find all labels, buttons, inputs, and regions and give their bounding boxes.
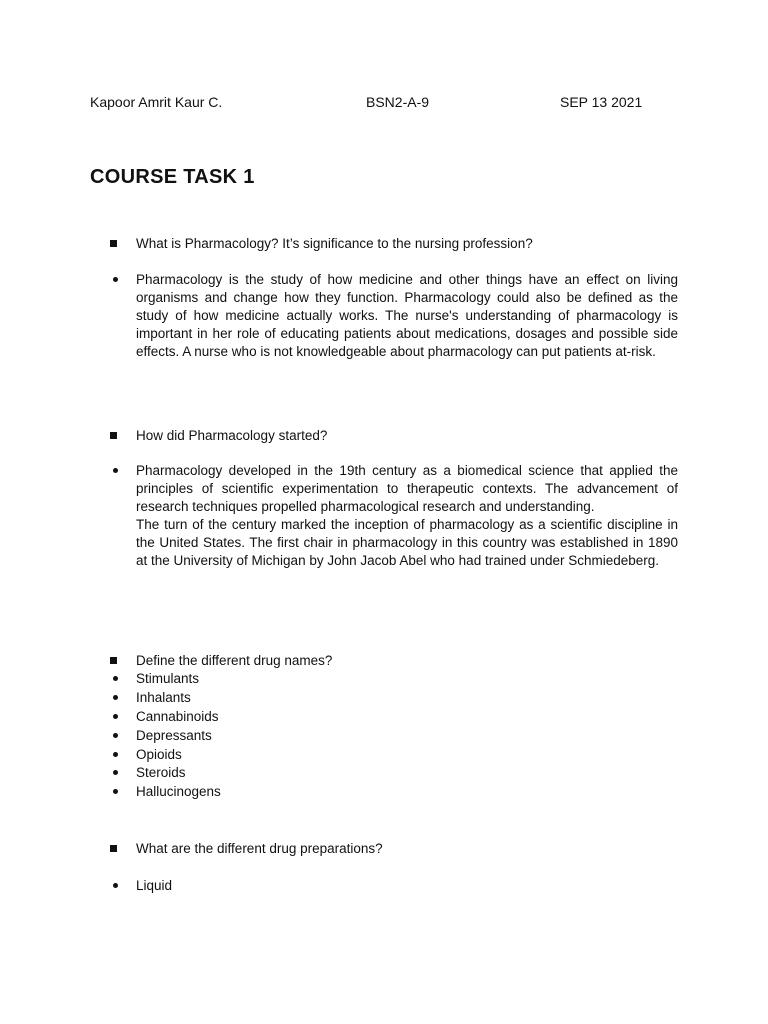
question-3-text: Define the different drug names? bbox=[136, 653, 333, 668]
answer-2-paragraph-2: The turn of the century marked the inception of pharmacology as a scientific discipline in the United States. The first chair in pharmacology in this country was established in 1890 at the University of Michigan by John Jacob Abel who had trained under Schmiedeberg. bbox=[136, 517, 678, 568]
question-2-text: How did Pharmacology started? bbox=[136, 428, 328, 443]
answer-1 bbox=[110, 271, 678, 361]
list-item: Liquid bbox=[110, 877, 172, 896]
student-name: Kapoor Amrit Kaur C. bbox=[90, 94, 223, 110]
class-section: BSN2-A-9 bbox=[366, 94, 430, 110]
bullet-icon bbox=[113, 714, 118, 719]
drug-preparations-list bbox=[110, 877, 172, 896]
square-bullet-icon bbox=[110, 432, 117, 439]
document-date: SEP 13 2021 bbox=[560, 94, 643, 110]
list-item: Opioids bbox=[110, 746, 221, 765]
answer-2-text bbox=[136, 462, 678, 570]
bullet-icon bbox=[113, 770, 118, 775]
bullet-icon bbox=[113, 789, 118, 794]
bullet-icon bbox=[113, 468, 118, 473]
bullet-icon bbox=[113, 695, 118, 700]
question-1-text: What is Pharmacology? It’s significance to the nursing profession? bbox=[136, 236, 533, 251]
list-item: Steroids bbox=[110, 764, 221, 783]
answer-2-paragraph-1: Pharmacology developed in the 19th century as a biomedical science that applied the principles of scientific experimentation to therapeutic contexts. The advancement of research techniques propelled pharmacological research and understanding. bbox=[136, 463, 678, 514]
answer-1-text: Pharmacology is the study of how medicine and other things have an effect on living organisms and change how they function. Pharmacology could also be defined as the study of how medicine actually works. The nurse's understanding of pharmacology is important in her role of educating patients about medications, dosages and possible side effects. A nurse who is not knowledgeable about pharmacology can put patients at-risk. bbox=[136, 272, 678, 359]
list-item: Cannabinoids bbox=[110, 708, 221, 727]
page-title: COURSE TASK 1 bbox=[90, 166, 255, 188]
list-item: Stimulants bbox=[110, 670, 221, 689]
bullet-icon bbox=[113, 883, 118, 888]
bullet-icon bbox=[113, 733, 118, 738]
bullet-icon bbox=[113, 676, 118, 681]
square-bullet-icon bbox=[110, 240, 117, 247]
bullet-icon bbox=[113, 752, 118, 757]
bullet-icon bbox=[113, 277, 118, 282]
list-item: Depressants bbox=[110, 727, 221, 746]
list-item: Hallucinogens bbox=[110, 783, 221, 802]
square-bullet-icon bbox=[110, 657, 117, 664]
question-4-text: What are the different drug preparations? bbox=[136, 841, 383, 856]
square-bullet-icon bbox=[110, 845, 117, 852]
list-item: Inhalants bbox=[110, 689, 221, 708]
answer-2 bbox=[110, 462, 678, 570]
drug-names-list bbox=[110, 670, 221, 802]
